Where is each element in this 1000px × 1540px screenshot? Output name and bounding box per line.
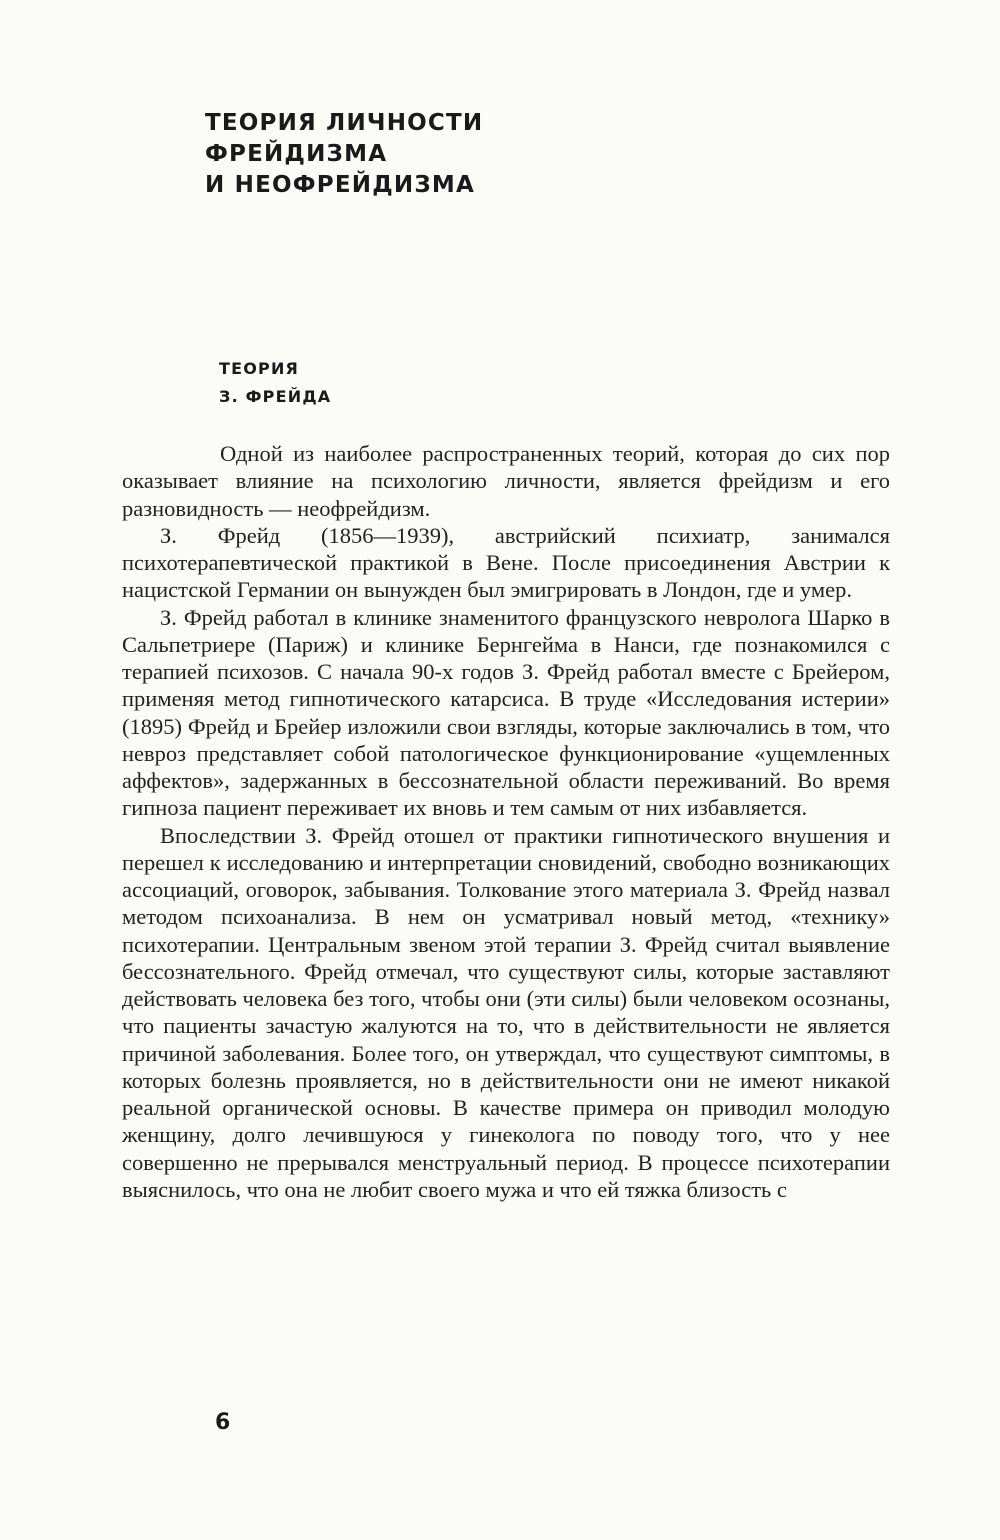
chapter-title (205, 108, 483, 201)
chapter-title-line: ТЕОРИЯ ЛИЧНОСТИ (205, 110, 484, 136)
section-title-line: ТЕОРИЯ (219, 359, 300, 378)
body-text (122, 440, 890, 1203)
page-number: 6 (215, 1410, 231, 1435)
paragraph: Впоследствии З. Фрейд отошел от практики гипнотического внушения и перешел к исследованию и интерпретации сновидений, свободно возникающих ассоциаций, оговорок, забывания. Толкование этого материала З. Фрейд назвал методом психоанализа. В нем он усматривал новый метод, «технику» психотерапии. Центральным звеном этой терапии З. Фрейд считал выявление бессознательного. Фрейд отмечал, что существуют силы, которые заставляют действовать человека без того, чтобы они (эти силы) были человеком осознаны, что пациенты зачастую жалуются на то, что в действительности не является причиной заболевания. Более того, он утверждал, что существуют симптомы, в которых болезнь проявляется, но в действительности они не имеют никакой реальной органической основы. В качестве примера он приводил молодую женщину, долго лечившуюся у гинеколога по поводу того, что у нее совершенно не прерывался менструальный период. В процессе психотерапии выяснилось, что она не любит своего мужа и что ей тяжка близость с (122, 822, 890, 1202)
paragraph: З. Фрейд работал в клинике знаменитого французского невролога Шарко в Сальпетриере (Париж) и клинике Бернгейма в Нанси, где познакомился с терапией психозов. С начала 90-х годов З. Фрейд работал вместе с Брейером, применяя метод гипнотического катарсиса. В труде «Исследования истерии» (1895) Фрейд и Брейер изложили свои взгляды, которые заключались в том, что невроз представляет собой патологическое функционирование «ущемленных аффектов», задержанных в бессознательной области переживаний. Во время гипноза пациент переживает их вновь и тем самым от них избавляется. (122, 604, 890, 821)
paragraph: Одной из наиболее распространенных теорий, которая до сих пор оказывает влияние на психологию личности, является фрейдизм и его разновидность — неофрейдизм. (122, 441, 890, 521)
chapter-title-line: И НЕОФРЕЙДИЗМА (205, 172, 475, 198)
section-title-line: З. ФРЕЙДА (219, 387, 332, 406)
chapter-title-line: ФРЕЙДИЗМА (205, 141, 388, 167)
paragraph: З. Фрейд (1856—1939), австрийский психиатр, занимался психотерапевтической практикой в Вене. После присоединения Австрии к нацистской Германии он вынужден был эмигрировать в Лондон, где и умер. (122, 522, 890, 603)
section-title (219, 355, 331, 411)
